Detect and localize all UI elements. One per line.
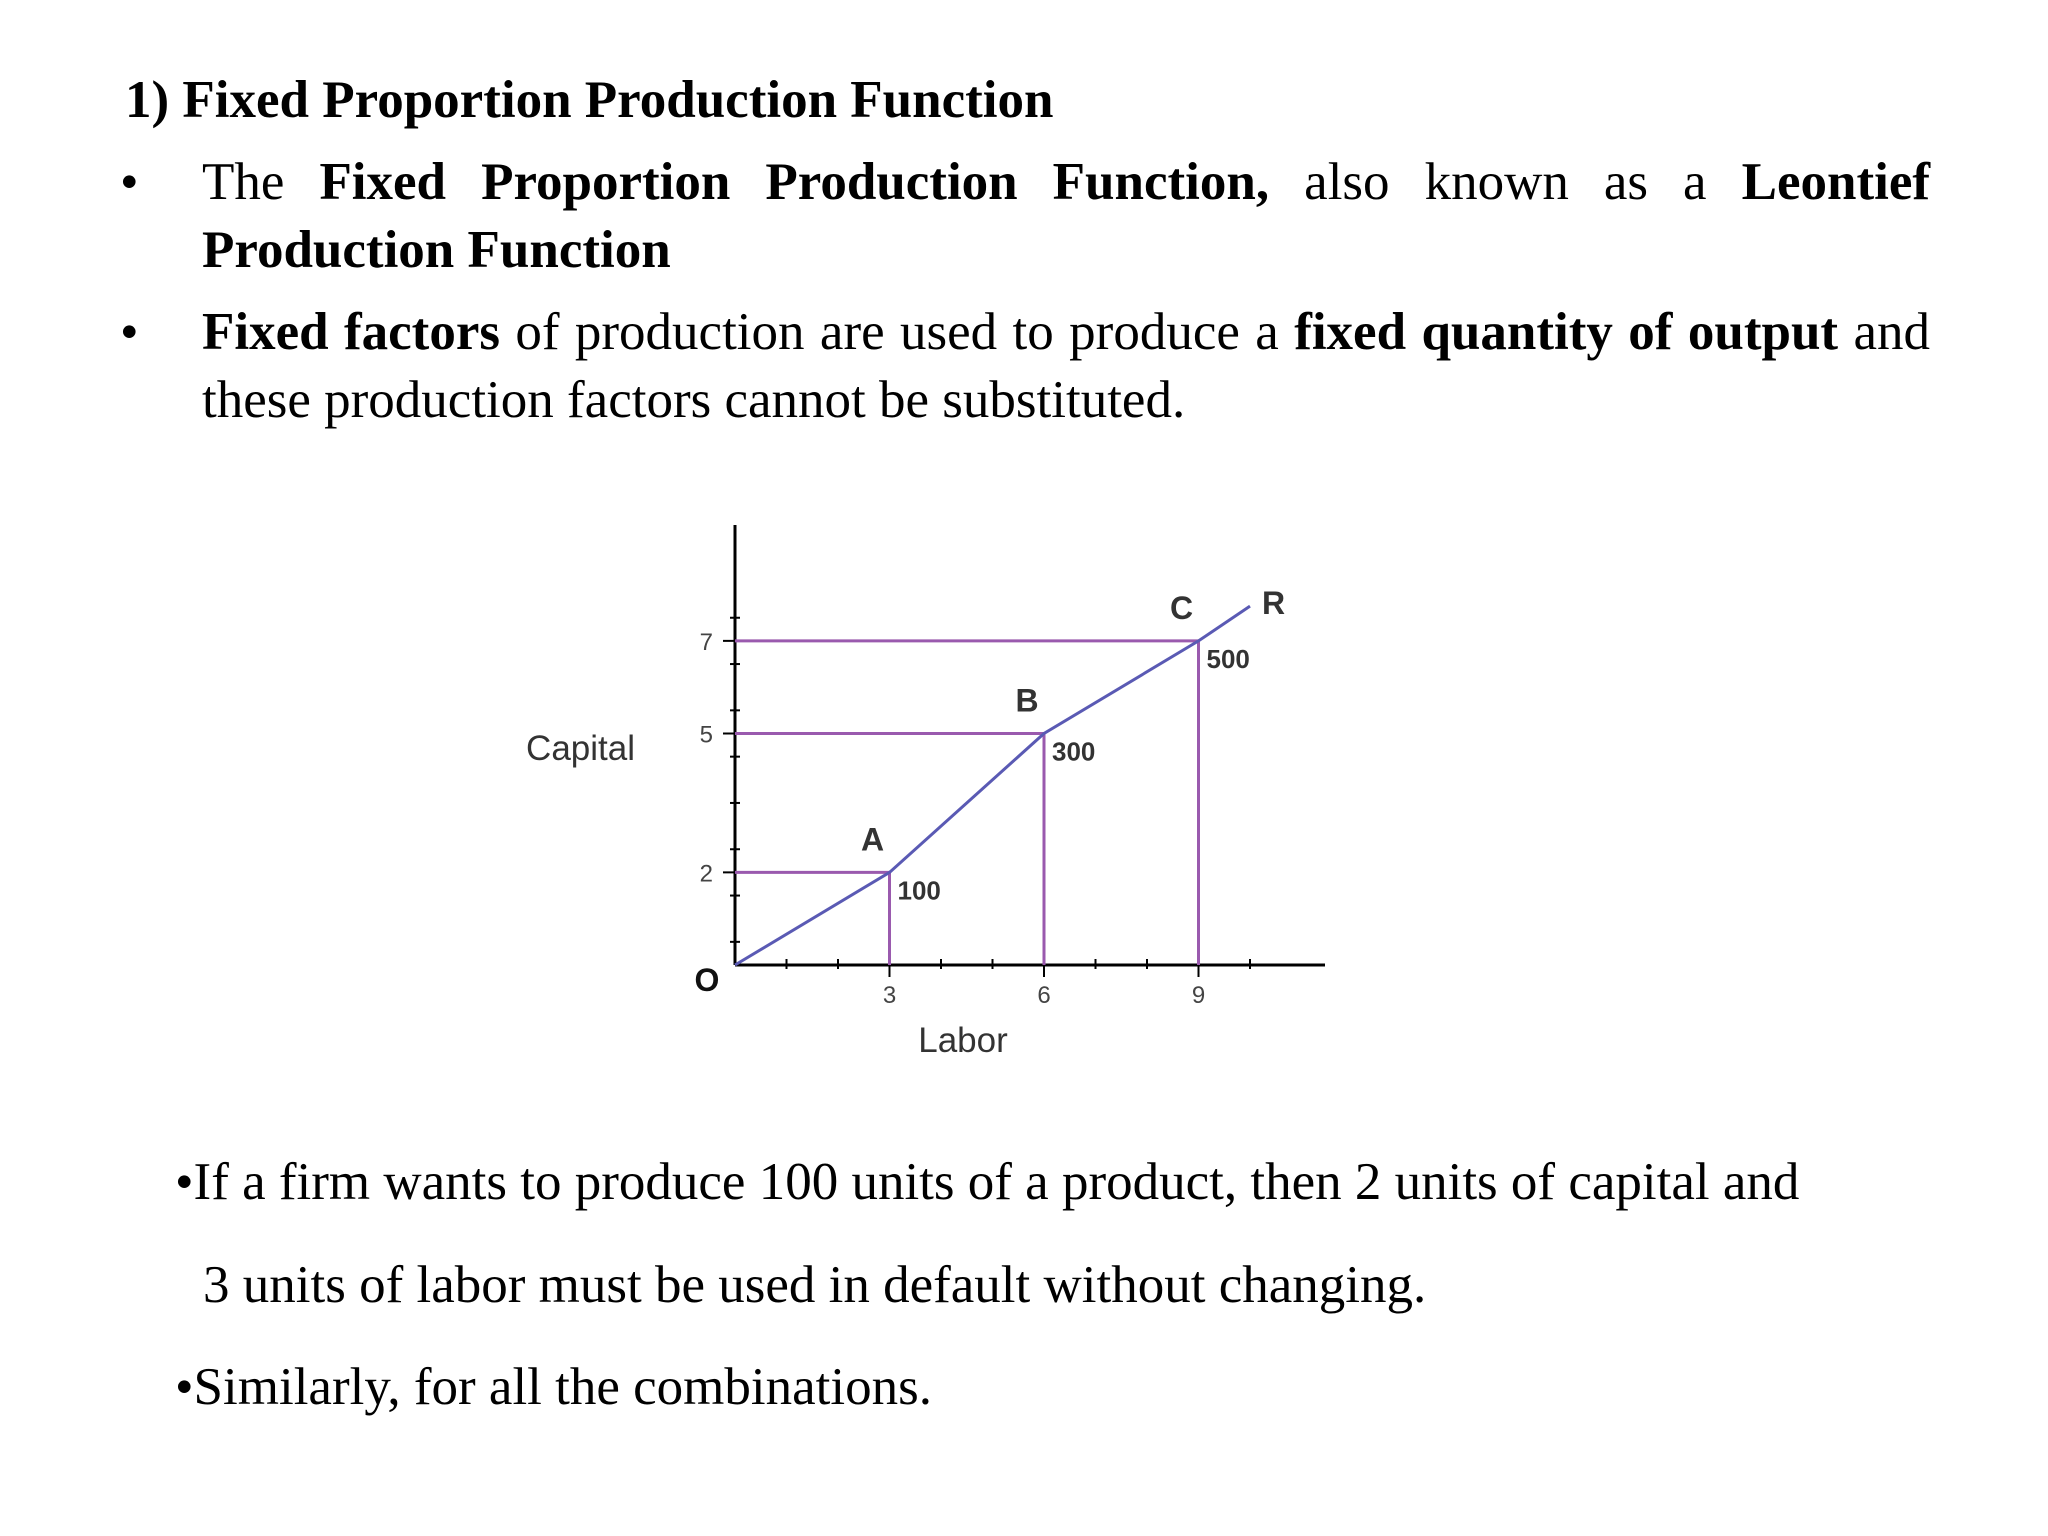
y-tick-label: 5 <box>699 721 713 749</box>
output-label-300: 300 <box>1052 736 1096 767</box>
text-run: and these production factors cannot be substituted. <box>202 303 1930 429</box>
origin-label: O <box>694 962 720 998</box>
text-run-bold: Leontief Production Function <box>202 153 1930 279</box>
x-tick-label: 9 <box>1191 982 1206 1009</box>
note-line-3: •Similarly, for all the combinations. <box>175 1358 932 1416</box>
point-label-c: C <box>1169 589 1194 626</box>
text-run-bold: Fixed factors <box>202 303 500 361</box>
y-tick-label: 7 <box>699 628 713 656</box>
expansion-ray <box>735 606 1250 965</box>
bullet-dot: • <box>120 303 139 361</box>
page-title: 1) Fixed Proportion Production Function <box>125 71 1054 129</box>
text-run: of production are used to produce a <box>499 303 1295 361</box>
text-run: The <box>202 153 320 211</box>
bullet-dot: • <box>120 153 139 211</box>
point-label-b: B <box>1015 682 1039 719</box>
x-tick-label: 3 <box>882 982 897 1009</box>
ray-label: R <box>1262 585 1286 622</box>
y-tick-label: 2 <box>699 860 713 888</box>
note-line-1: •If a firm wants to produce 100 units of a product, then 2 units of capital and <box>175 1153 1800 1211</box>
output-label-100: 100 <box>897 875 941 906</box>
point-label-a: A <box>860 821 885 858</box>
y-axis-title: Capital <box>526 729 635 768</box>
text-run-bold: fixed quantity of output <box>1294 303 1839 361</box>
text-run-bold: Fixed Proportion Production Function, <box>319 153 1270 211</box>
text-run: also known as a <box>1269 153 1742 211</box>
x-axis-title: Labor <box>918 1021 1008 1060</box>
x-tick-label: 6 <box>1037 982 1051 1009</box>
output-label-500: 500 <box>1206 643 1250 674</box>
note-line-2: 3 units of labor must be used in default without changing. <box>203 1256 1427 1314</box>
